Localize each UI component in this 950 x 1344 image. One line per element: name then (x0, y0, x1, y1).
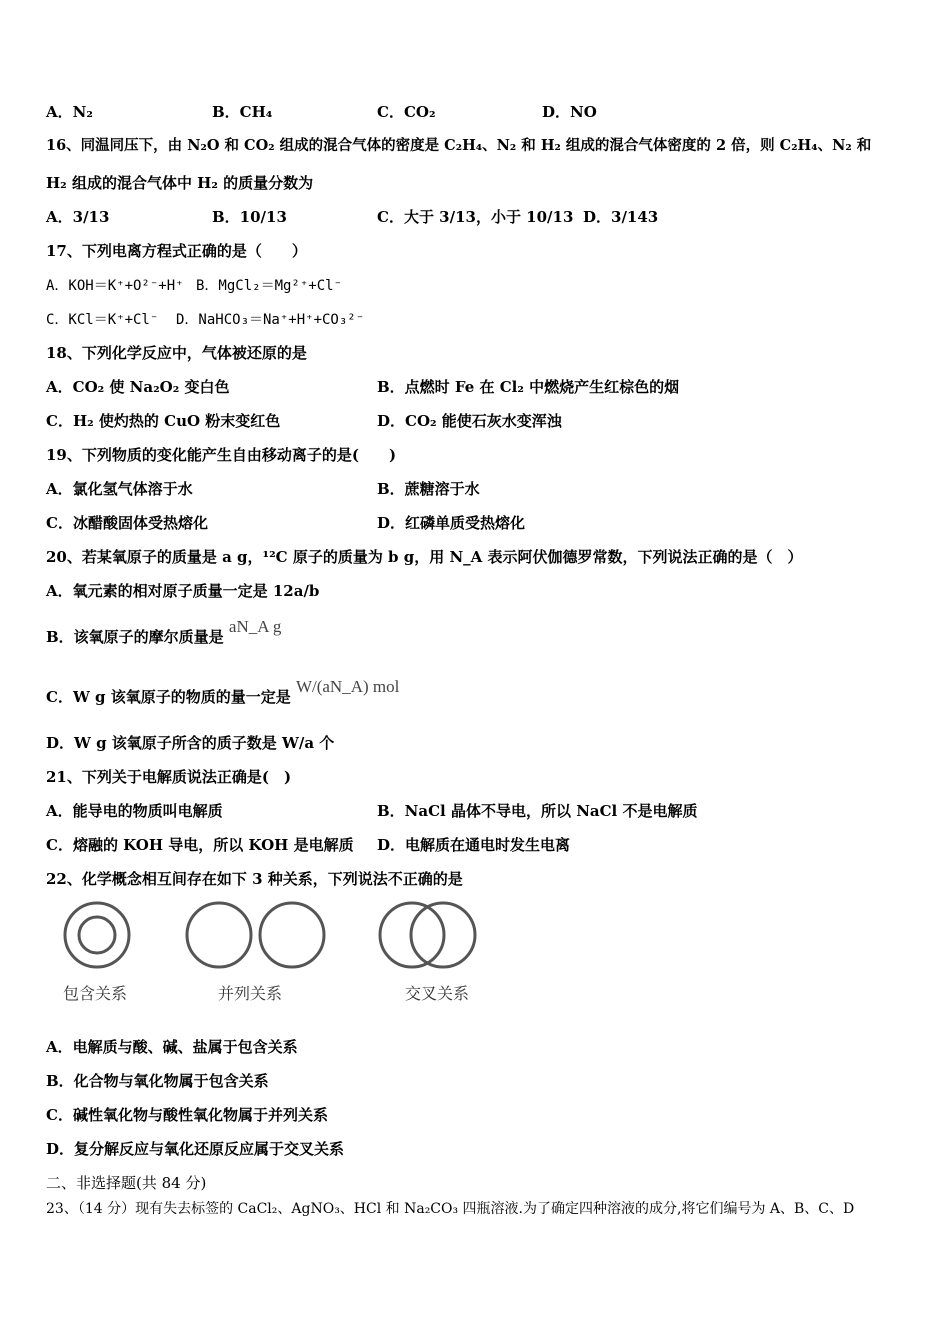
q16-stem-line1: 16、同温同压下，由 N₂O 和 CO₂ 组成的混合气体的密度是 C₂H₄、N₂ 和 H₂ 组成的混合气体密度的 2 倍，则 C₂H₄、N₂ 和 (46, 137, 872, 154)
q21-option-d: D．电解质在通电时发生电离 (377, 836, 571, 854)
q23-stem: 23、（14 分）现有失去标签的 CaCl₂、AgNO₃、HCl 和 Na₂CO₃ 四瓶溶液.为了确定四种溶液的成分,将它们编号为 A、B、C、D (46, 1201, 855, 1217)
q22-option-b: B．化合物与氧化物属于包含关系 (46, 1072, 269, 1090)
q19-option-d: D．红磷单质受热熔化 (377, 514, 526, 532)
q22-option-d: D．复分解反应与氧化还原反应属于交叉关系 (46, 1140, 345, 1158)
containment-outer-circle (65, 903, 129, 967)
q21-stem: 21、下列关于电解质说法正确是( ) (46, 768, 292, 786)
molar-mass-formula: aN_A g (228, 617, 282, 636)
q22-option-c: C．碱性氧化物与酸性氧化物属于并列关系 (46, 1106, 328, 1124)
intersect-label: 交叉关系 (405, 984, 470, 1003)
q19-option-b: B．蔗糖溶于水 (377, 480, 480, 498)
q20-option-a: A．氧元素的相对原子质量一定是 12a/b (46, 582, 320, 600)
q18-option-b: B．点燃时 Fe 在 Cl₂ 中燃烧产生红棕色的烟 (377, 378, 680, 396)
q16-option-a: A．3/13 (46, 208, 110, 226)
q17-option-c: C．KCl＝K⁺+Cl⁻ (46, 312, 159, 328)
q22-stem: 22、化学概念相互间存在如下 3 种关系，下列说法不正确的是 (46, 870, 463, 888)
q21-option-b: B．NaCl 晶体不导电，所以 NaCl 不是电解质 (377, 802, 698, 820)
q15-option-d: D．NO (542, 103, 597, 121)
q20-option-d: D．W g 该氧原子所含的质子数是 W/a 个 (46, 734, 335, 752)
q16-stem-line2: H₂ 组成的混合气体中 H₂ 的质量分数为 (46, 174, 314, 192)
q15-option-c: C．CO₂ (377, 103, 436, 121)
q17-stem: 17、下列电离方程式正确的是（ ） (46, 242, 307, 260)
section-heading: 二、非选择题(共 84 分) (46, 1174, 207, 1192)
q18-option-d: D．CO₂ 能使石灰水变浑浊 (377, 412, 562, 430)
containment-label: 包含关系 (63, 984, 128, 1003)
q18-stem: 18、下列化学反应中，气体被还原的是 (46, 344, 307, 362)
q21-option-a: A．能导电的物质叫电解质 (46, 802, 223, 820)
q16-option-c: C．大于 3/13，小于 10/13 (377, 208, 574, 226)
q17-option-a: A．KOH＝K⁺+O²⁻+H⁺ (46, 278, 184, 294)
q18-option-a: A．CO₂ 使 Na₂O₂ 变白色 (46, 378, 230, 396)
parallel-right-circle (260, 903, 324, 967)
q20-stem: 20、若某氧原子的质量是 a g，¹²C 原子的质量为 b g，用 N_A 表示阿伏伽德罗常数，下列说法正确的是（ ） (46, 548, 803, 566)
q18-option-c: C．H₂ 使灼热的 CuO 粉末变红色 (46, 412, 281, 430)
q17-option-b: B．MgCl₂＝Mg²⁺+Cl⁻ (196, 278, 343, 294)
q21-option-c: C．熔融的 KOH 导电，所以 KOH 是电解质 (46, 836, 354, 854)
containment-inner-circle (79, 917, 115, 953)
q16-option-d: D．3/143 (583, 208, 659, 226)
q20-option-b: B．该氧原子的摩尔质量是 aN_A g (46, 617, 282, 646)
parallel-label: 并列关系 (218, 984, 283, 1003)
q19-option-c: C．冰醋酸固体受热熔化 (46, 514, 208, 532)
q15-option-b: B．CH₄ (212, 103, 273, 121)
amount-formula: W/(aN_A) mol (295, 677, 400, 696)
q19-stem: 19、下列物质的变化能产生自由移动离子的是( ) (46, 446, 397, 464)
q20-option-c: C．W g 该氧原子的物质的量一定是 W/(aN_A) mol (46, 677, 400, 706)
parallel-left-circle (187, 903, 251, 967)
q22-option-a: A．电解质与酸、碱、盐属于包含关系 (46, 1038, 298, 1056)
q19-option-a: A．氯化氢气体溶于水 (46, 480, 193, 498)
q16-option-b: B．10/13 (212, 208, 287, 226)
q17-option-d: D．NaHCO₃＝Na⁺+H⁺+CO₃²⁻ (176, 312, 365, 328)
q15-option-a: A．N₂ (46, 103, 93, 121)
